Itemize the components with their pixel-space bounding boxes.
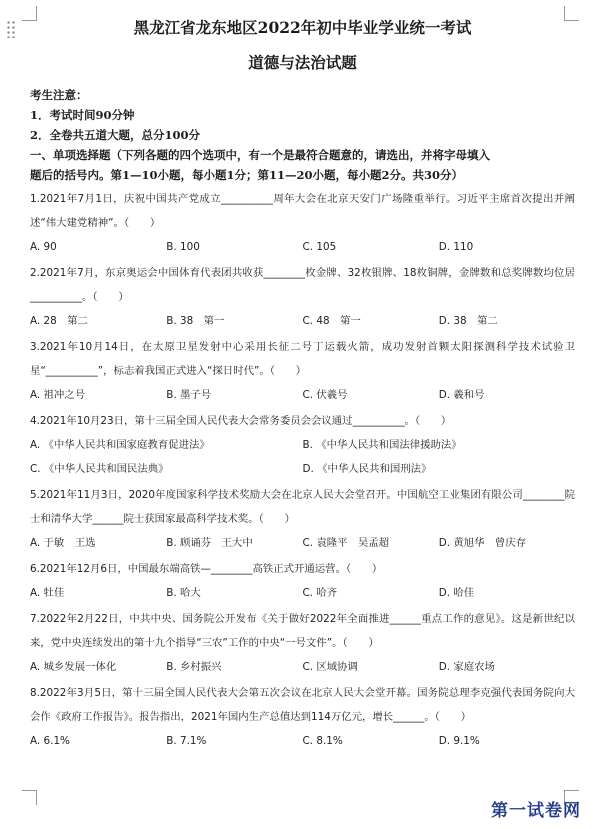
option: D. 哈佳 [438,587,475,599]
option: A. 90 [30,241,57,253]
option: B. 顾诵芬 王大中 [166,537,253,549]
question-stem: 4.2021年10月23日，第十三届全国人民代表大会常务委员会会议通过__________。（ ） [30,415,452,427]
option: B. 墨子号 [166,389,212,401]
question-stem: 2.2021年7月，东京奥运会中国体育代表团共收获________枚金牌、32枚银牌、18枚铜牌，金牌数和总奖牌数均位居__________。（ ） [30,267,575,303]
option: A. 城乡发展一体化 [30,661,117,673]
section-instructions [30,145,575,185]
options [30,383,575,407]
exam-page [30,8,575,753]
option: A. 牡佳 [30,587,65,599]
option: A. 28 第二 [30,315,88,327]
option: C. 《中华人民共和国民法典》 [30,463,169,475]
option: C. 48 第一 [302,315,361,327]
option: D. 9.1% [438,735,480,747]
option: A. 6.1% [30,735,70,747]
question [30,409,575,481]
question [30,187,575,259]
question [30,681,575,753]
option: B. 38 第一 [166,315,225,327]
notice-item: 2．全卷共五道大题，总分100分 [30,128,201,142]
section-line: 题后的括号内。第1—10小题，每小题1分；第11—20小题，每小题2分。共30分） [30,168,464,182]
option: B. 7.1% [166,735,207,747]
option: C. 区域协调 [302,661,358,673]
option: C. 8.1% [302,735,343,747]
question-stem: 5.2021年11月3日，2020年度国家科学技术奖励大会在北京人民大会堂召开。中国航空工业集团有限公司________院士和清华大学______院士获国家最高科学技术奖。（ ） [30,489,575,525]
question-stem: 8.2022年3月5日，第十三届全国人民代表大会第五次会议在北京人民大会堂开幕。国务院总理李克强代表国务院向大会作《政府工作报告》。报告指出，2021年国内生产总值达到114万亿元，增长______。（ ） [30,687,575,723]
question [30,483,575,555]
question-stem: 1.2021年7月1日，庆祝中国共产党成立__________周年大会在北京天安门广场隆重举行。习近平主席首次提出并阐述“伟大建党精神”。（ ） [30,193,575,229]
options [30,655,575,679]
crop-mark-bottom-left [22,790,37,805]
options [30,235,575,259]
options [30,581,575,605]
option: D. 羲和号 [438,389,485,401]
question-stem: 6.2021年12月6日，中国最东端高铁—________高铁正式开通运营。（ ） [30,563,383,575]
options [30,531,575,555]
exam-title: 黑龙江省龙东地区2022年初中毕业学业统一考试 [133,18,472,37]
options [30,433,575,457]
exam-subtitle: 道德与法治试题 [248,53,357,72]
option: D. 黄旭华 曾庆存 [438,537,527,549]
option: C. 105 [302,241,337,253]
option: C. 伏羲号 [302,389,348,401]
option: A. 《中华人民共和国家庭教育促进法》 [30,439,210,451]
drag-handle-icon[interactable] [6,20,16,38]
notice-heading: 考生注意： [30,88,88,102]
option: B. 哈大 [166,587,201,599]
options [30,457,575,481]
site-watermark: 第一试卷网 [491,801,581,821]
options [30,729,575,753]
options [30,309,575,333]
question-stem: 7.2022年2月22日，中共中央、国务院公开发布《关于做好2022年全面推进______重点工作的意见》。这是新世纪以来，党中央连续发出的第十九个指导“三农”工作的中央“一号文件”。（ ） [30,613,575,649]
option: C. 袁隆平 吴孟超 [302,537,390,549]
option: B. 100 [166,241,200,253]
notice-item: 1．考试时间90分钟 [30,108,135,122]
option: A. 于敏 王选 [30,537,96,549]
candidate-notice [30,85,575,145]
option: B. 乡村振兴 [166,661,222,673]
option: D. 110 [438,241,474,253]
section-line: 一、单项选择题（下列各题的四个选项中，有一个是最符合题意的，请选出，并将字母填入 [30,148,490,162]
option: D. 《中华人民共和国刑法》 [302,463,432,475]
question [30,335,575,407]
option: B. 《中华人民共和国法律援助法》 [302,439,462,451]
question [30,261,575,333]
question [30,557,575,605]
option: D. 家庭农场 [438,661,495,673]
question [30,607,575,679]
option: C. 哈齐 [302,587,338,599]
option: A. 祖冲之号 [30,389,86,401]
question-stem: 3.2021年10月14日，在太原卫星发射中心采用长征二号丁运载火箭，成功发射首颗太阳探测科学技术试验卫星“__________”，标志着我国正式进入“探日时代”。（ ） [30,341,575,377]
option: D. 38 第二 [438,315,498,327]
